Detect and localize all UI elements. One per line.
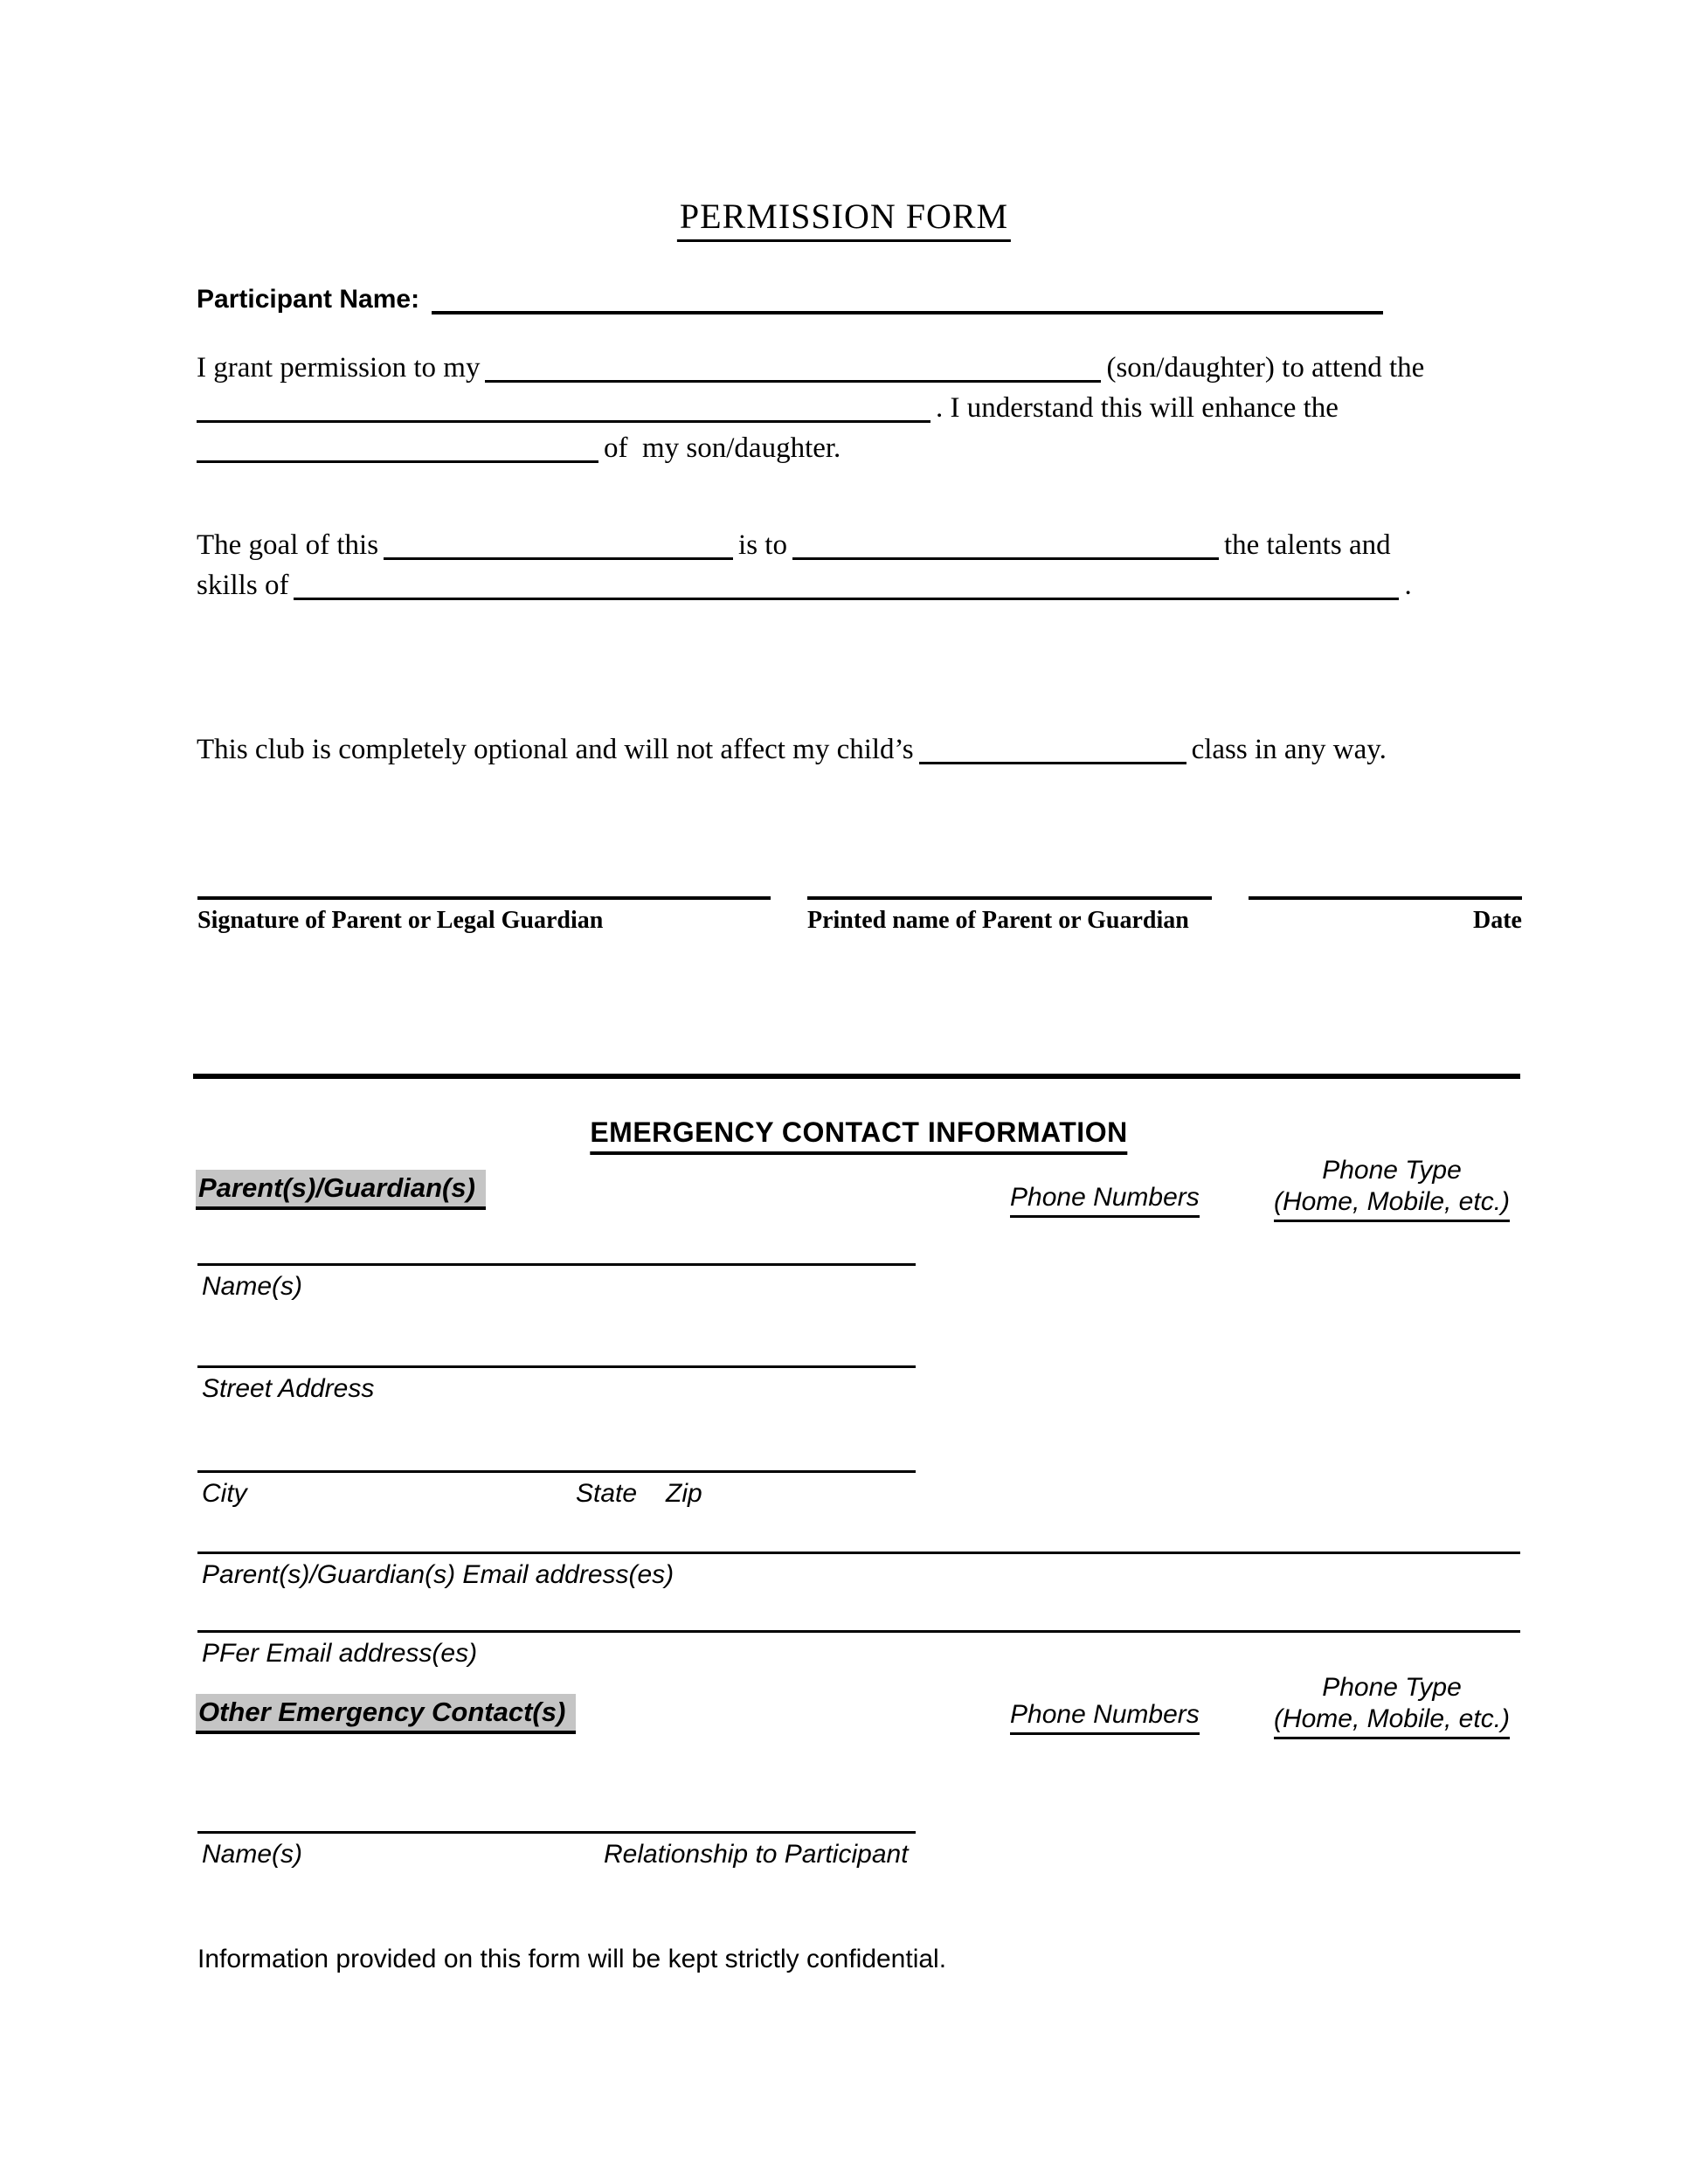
- grant-text-3b: of my son/daughter.: [604, 432, 841, 464]
- pfer-email-field-line: [197, 1630, 1520, 1633]
- zip-field-label: Zip: [666, 1479, 702, 1508]
- goal-text-2b: .: [1404, 570, 1412, 601]
- phone-type-line1: Phone Type: [1322, 1156, 1462, 1185]
- other-names-field-label: Name(s): [202, 1840, 303, 1869]
- participant-name-row: [197, 285, 1383, 314]
- participant-name-label: Participant Name:: [197, 285, 420, 314]
- names-field-label: Name(s): [202, 1272, 303, 1301]
- parents-guardians-section-label: Parent(s)/Guardian(s): [196, 1170, 486, 1210]
- club-text-a: This club is completely optional and will not affect my child’s: [197, 734, 914, 765]
- date-label: Date: [1473, 907, 1522, 934]
- grant-text-2b: . I understand this will enhance the: [936, 392, 1339, 424]
- parent-email-field-label: Parent(s)/Guardian(s) Email address(es): [202, 1560, 675, 1589]
- grant-paragraph-line-2: [197, 392, 1339, 425]
- city-state-zip-field-line: [197, 1470, 916, 1473]
- phone-type-header: [1273, 1672, 1511, 1739]
- other-names-field-line: [197, 1831, 916, 1834]
- street-address-field-label: Street Address: [202, 1374, 375, 1403]
- emergency-heading-wrap: [590, 1116, 1127, 1149]
- club-sentence: [197, 734, 1387, 766]
- goal-text-1c: the talents and: [1223, 529, 1391, 561]
- phone-type-line2: (Home, Mobile, etc.): [1274, 1186, 1510, 1222]
- grant-text-1a: I grant permission to my: [197, 352, 481, 384]
- blank-line: [792, 549, 1219, 560]
- grant-paragraph-line-3: [197, 432, 841, 465]
- city-field-label: City: [202, 1479, 247, 1508]
- emergency-heading: EMERGENCY CONTACT INFORMATION: [590, 1116, 1127, 1155]
- names-field-line: [197, 1263, 916, 1266]
- blank-line: [294, 589, 1399, 600]
- street-address-field-line: [197, 1365, 916, 1368]
- page-title: PERMISSION FORM: [677, 197, 1011, 242]
- blank-line: [485, 371, 1101, 383]
- blank-line: [197, 411, 930, 423]
- state-field-label: State: [576, 1479, 638, 1508]
- blank-line: [384, 549, 733, 560]
- club-text-b: class in any way.: [1191, 734, 1387, 765]
- blank-line: [919, 753, 1186, 764]
- participant-name-blank-line: [432, 302, 1383, 314]
- grant-text-1b: (son/daughter) to attend the: [1106, 352, 1425, 384]
- goal-paragraph-line-2: [197, 570, 1412, 602]
- confidentiality-note: Information provided on this form will be kept strictly confidential.: [197, 1945, 947, 1973]
- phone-type-line1: Phone Type: [1322, 1673, 1462, 1702]
- goal-text-1a: The goal of this: [197, 529, 379, 561]
- relationship-field-label: Relationship to Participant: [604, 1840, 909, 1869]
- printed-name-label: Printed name of Parent or Guardian: [807, 907, 1189, 934]
- printed-name-line: [807, 896, 1212, 900]
- grant-paragraph-line-1: [197, 352, 1424, 384]
- signature-line: [197, 896, 771, 900]
- page-title-wrap: [677, 196, 1011, 237]
- phone-numbers-header: Phone Numbers: [1010, 1183, 1200, 1218]
- phone-type-line2: (Home, Mobile, etc.): [1274, 1704, 1510, 1739]
- section-divider: [193, 1074, 1520, 1079]
- other-emergency-contacts-section-label: Other Emergency Contact(s): [196, 1694, 576, 1734]
- phone-numbers-header: Phone Numbers: [1010, 1700, 1200, 1735]
- blank-line: [197, 452, 598, 463]
- parent-email-field-line: [197, 1552, 1520, 1554]
- date-line: [1249, 896, 1522, 900]
- signature-label: Signature of Parent or Legal Guardian: [197, 907, 604, 934]
- phone-type-header: [1273, 1155, 1511, 1222]
- goal-paragraph-line-1: [197, 529, 1391, 562]
- pfer-email-field-label: PFer Email address(es): [202, 1639, 478, 1668]
- goal-text-2a: skills of: [197, 570, 289, 601]
- goal-text-1b: is to: [738, 529, 787, 561]
